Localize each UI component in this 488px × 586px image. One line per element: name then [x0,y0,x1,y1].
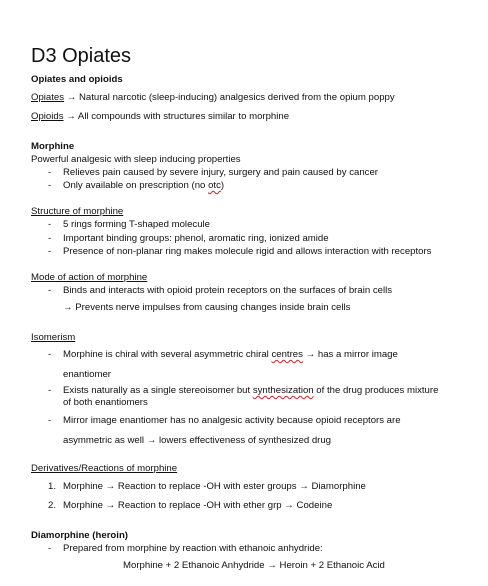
bullet-dash: - [48,415,52,426]
mode-bullet: Binds and interacts with opioid protein receptors on the surfaces of brain cells [63,285,393,296]
bullet-dash: - [48,246,52,257]
heading-opiates-opioids: Opiates and opioids [31,74,123,85]
derivative-number: 2. [48,500,57,511]
isomerism-text: Morphine is chiral with several asymmetric chiral [63,349,272,360]
morphine-intro: Powerful analgesic with sleep inducing properties [31,154,241,165]
opioids-def-text: → All compounds with structures similar to morphine [63,111,290,122]
term-opiates: Opiates [31,92,65,103]
isomerism-bullet-1-cont: enantiomer [63,369,111,380]
isomerism-text: of the drug produces mixture [313,385,439,396]
isomerism-bullet-2 [63,385,438,397]
structure-bullet: 5 rings forming T-shaped molecule [63,219,211,230]
derivative-item: Morphine → Reaction to replace -OH with ether grp → Codeine [63,500,333,511]
spellcheck-word-centres[interactable]: centres [271,349,303,360]
isomerism-bullet-3-cont: asymmetric as well → lowers effectiveness of synthesized drug [63,435,332,446]
diamorphine-bullet: Prepared from morphine by reaction with ethanoic anhydride: [63,543,323,554]
diamorphine-equation: Morphine + 2 Ethanoic Anhydride → Heroin + 2 Ethanoic Acid [123,560,385,571]
opiates-definition [31,92,395,104]
heading-derivatives: Derivatives/Reactions of morphine [31,463,178,474]
heading-diamorphine: Diamorphine (heroin) [31,530,129,541]
opioids-definition [31,111,289,123]
heading-morphine: Morphine [31,141,75,152]
morphine-bullet-close: ) [220,180,225,191]
spellcheck-word-otc[interactable]: otc [208,180,221,191]
term-opioids: Opioids [31,111,64,122]
morphine-bullet: Relieves pain caused by severe injury, surgery and pain caused by cancer [63,167,378,178]
isomerism-text: → has a mirror image [302,349,398,360]
page-title: D3 Opiates [31,45,132,67]
isomerism-bullet-3: Mirror image enantiomer has no analgesic activity because opioid receptors are [63,415,401,426]
derivative-item: Morphine → Reaction to replace -OH with ester groups → Diamorphine [63,481,366,492]
heading-mode-of-action: Mode of action of morphine [31,272,148,283]
derivative-number: 1. [48,481,57,492]
bullet-dash: - [48,349,52,360]
mode-sub-point: → Prevents nerve impulses from causing changes inside brain cells [63,302,351,313]
structure-bullet: Presence of non-planar ring makes molecule rigid and allows interaction with receptors [63,246,432,257]
spellcheck-word-synthesization[interactable]: synthesization [252,385,314,396]
bullet-dash: - [48,233,52,244]
morphine-bullet [63,180,224,192]
bullet-dash: - [48,219,52,230]
bullet-dash: - [48,180,52,191]
isomerism-text: Exists naturally as a single stereoisomer but [63,385,253,396]
bullet-dash: - [48,385,52,396]
bullet-dash: - [48,167,52,178]
isomerism-bullet-1 [63,349,398,361]
heading-structure: Structure of morphine [31,206,124,217]
bullet-dash: - [48,285,52,296]
opiates-def-text: → Natural narcotic (sleep-inducing) analgesics derived from the opium poppy [64,92,395,103]
morphine-bullet-text: Only available on prescription (no [63,180,209,191]
bullet-dash: - [48,543,52,554]
isomerism-bullet-2-cont: of both enantiomers [63,397,148,408]
heading-isomerism: Isomerism [31,332,76,343]
structure-bullet: Important binding groups: phenol, aromatic ring, ionized amide [63,233,329,244]
